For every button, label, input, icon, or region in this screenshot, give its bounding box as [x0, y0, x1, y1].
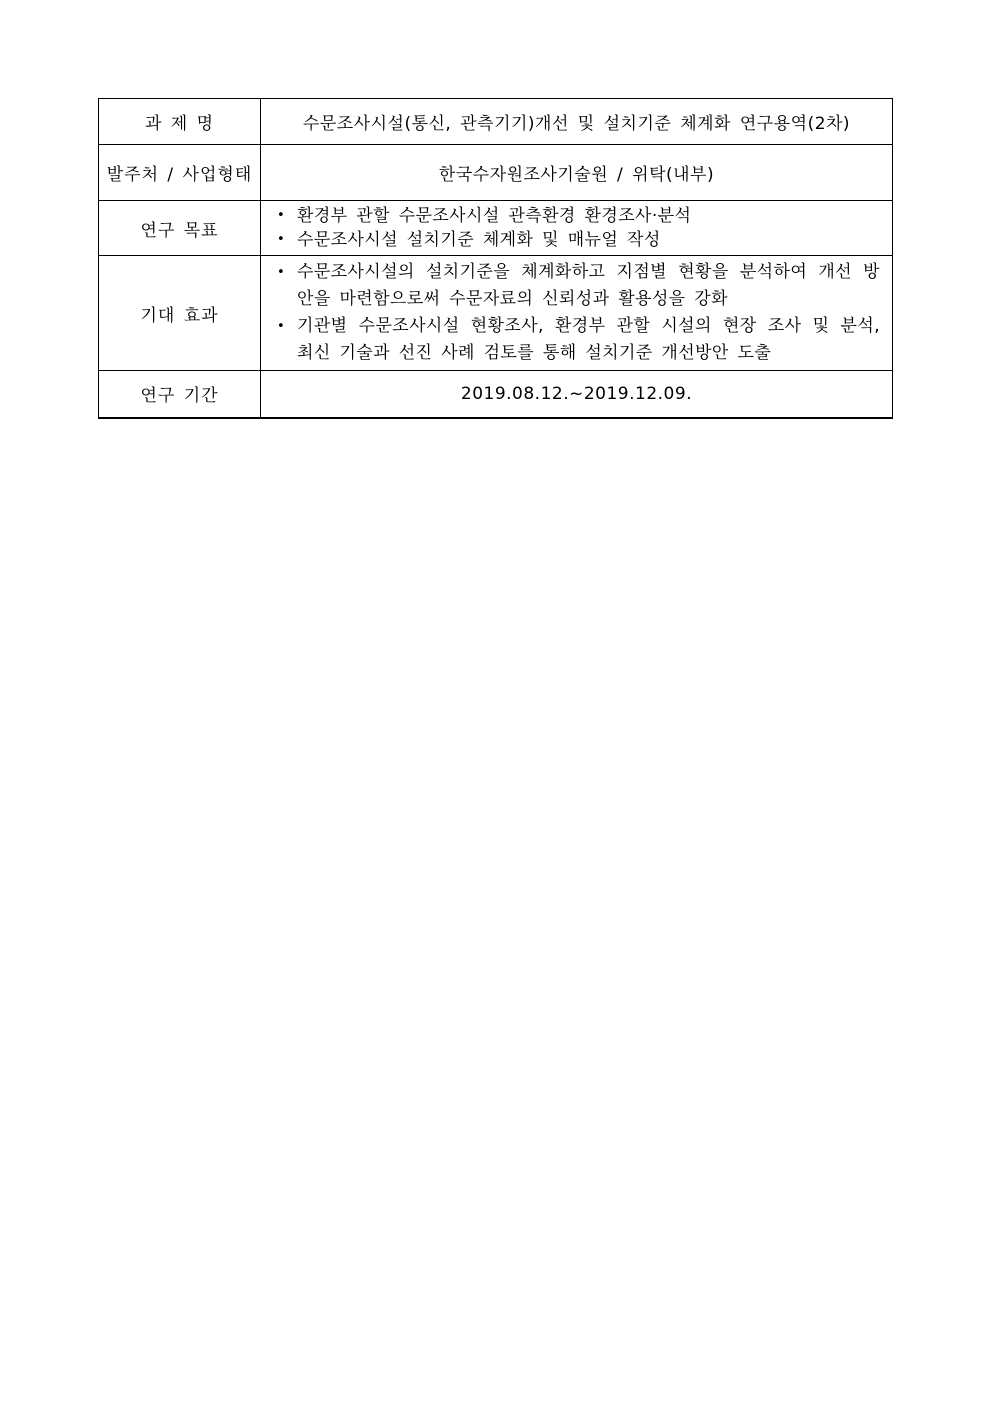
table-row-research-period [99, 371, 893, 418]
bullet-icon: • [277, 319, 285, 334]
list-item [271, 204, 880, 228]
research-goals-list [261, 201, 893, 256]
list-item-text: 수문조사시설의 설치기준을 체계화하고 지점별 현황을 분석하여 개선 방안을 마련함으로써 수문자료의 신뢰성과 활용성을 강화 [297, 262, 880, 309]
list-item-text: 수문조사시설 설치기준 체계화 및 매뉴얼 작성 [297, 230, 661, 250]
project-summary-table [98, 98, 893, 419]
list-item-text: 환경부 관할 수문조사시설 관측환경 환경조사·분석 [297, 206, 692, 226]
row-label-research-goals: 연구 목표 [99, 201, 261, 256]
row-label-research-period: 연구 기간 [99, 371, 261, 418]
research-period-value: 2019.08.12.~2019.12.09. [261, 371, 893, 418]
expected-effects-list [261, 256, 893, 371]
row-label-expected-effects: 기대 효과 [99, 256, 261, 371]
table-row-research-goals [99, 201, 893, 256]
bullet-icon: • [277, 265, 285, 280]
bullet-icon: • [277, 208, 285, 223]
table-row-project-title [99, 99, 893, 145]
project-title-value: 수문조사시설(통신, 관측기기)개선 및 설치기준 체계화 연구용역(2차) [261, 99, 893, 145]
row-label-client: 발주처 / 사업형태 [99, 145, 261, 201]
list-item [271, 313, 880, 367]
row-label-project-title: 과 제 명 [99, 99, 261, 145]
table-row-client [99, 145, 893, 201]
list-item-text: 기관별 수문조사시설 현황조사, 환경부 관할 시설의 현장 조사 및 분석, 최신 기술과 선진 사례 검토를 통해 설치기준 개선방안 도출 [297, 316, 880, 363]
list-item [271, 259, 880, 313]
client-value: 한국수자원조사기술원 / 위탁(내부) [261, 145, 893, 201]
bullet-icon: • [277, 232, 285, 247]
list-item [271, 228, 880, 252]
table-row-expected-effects [99, 256, 893, 371]
